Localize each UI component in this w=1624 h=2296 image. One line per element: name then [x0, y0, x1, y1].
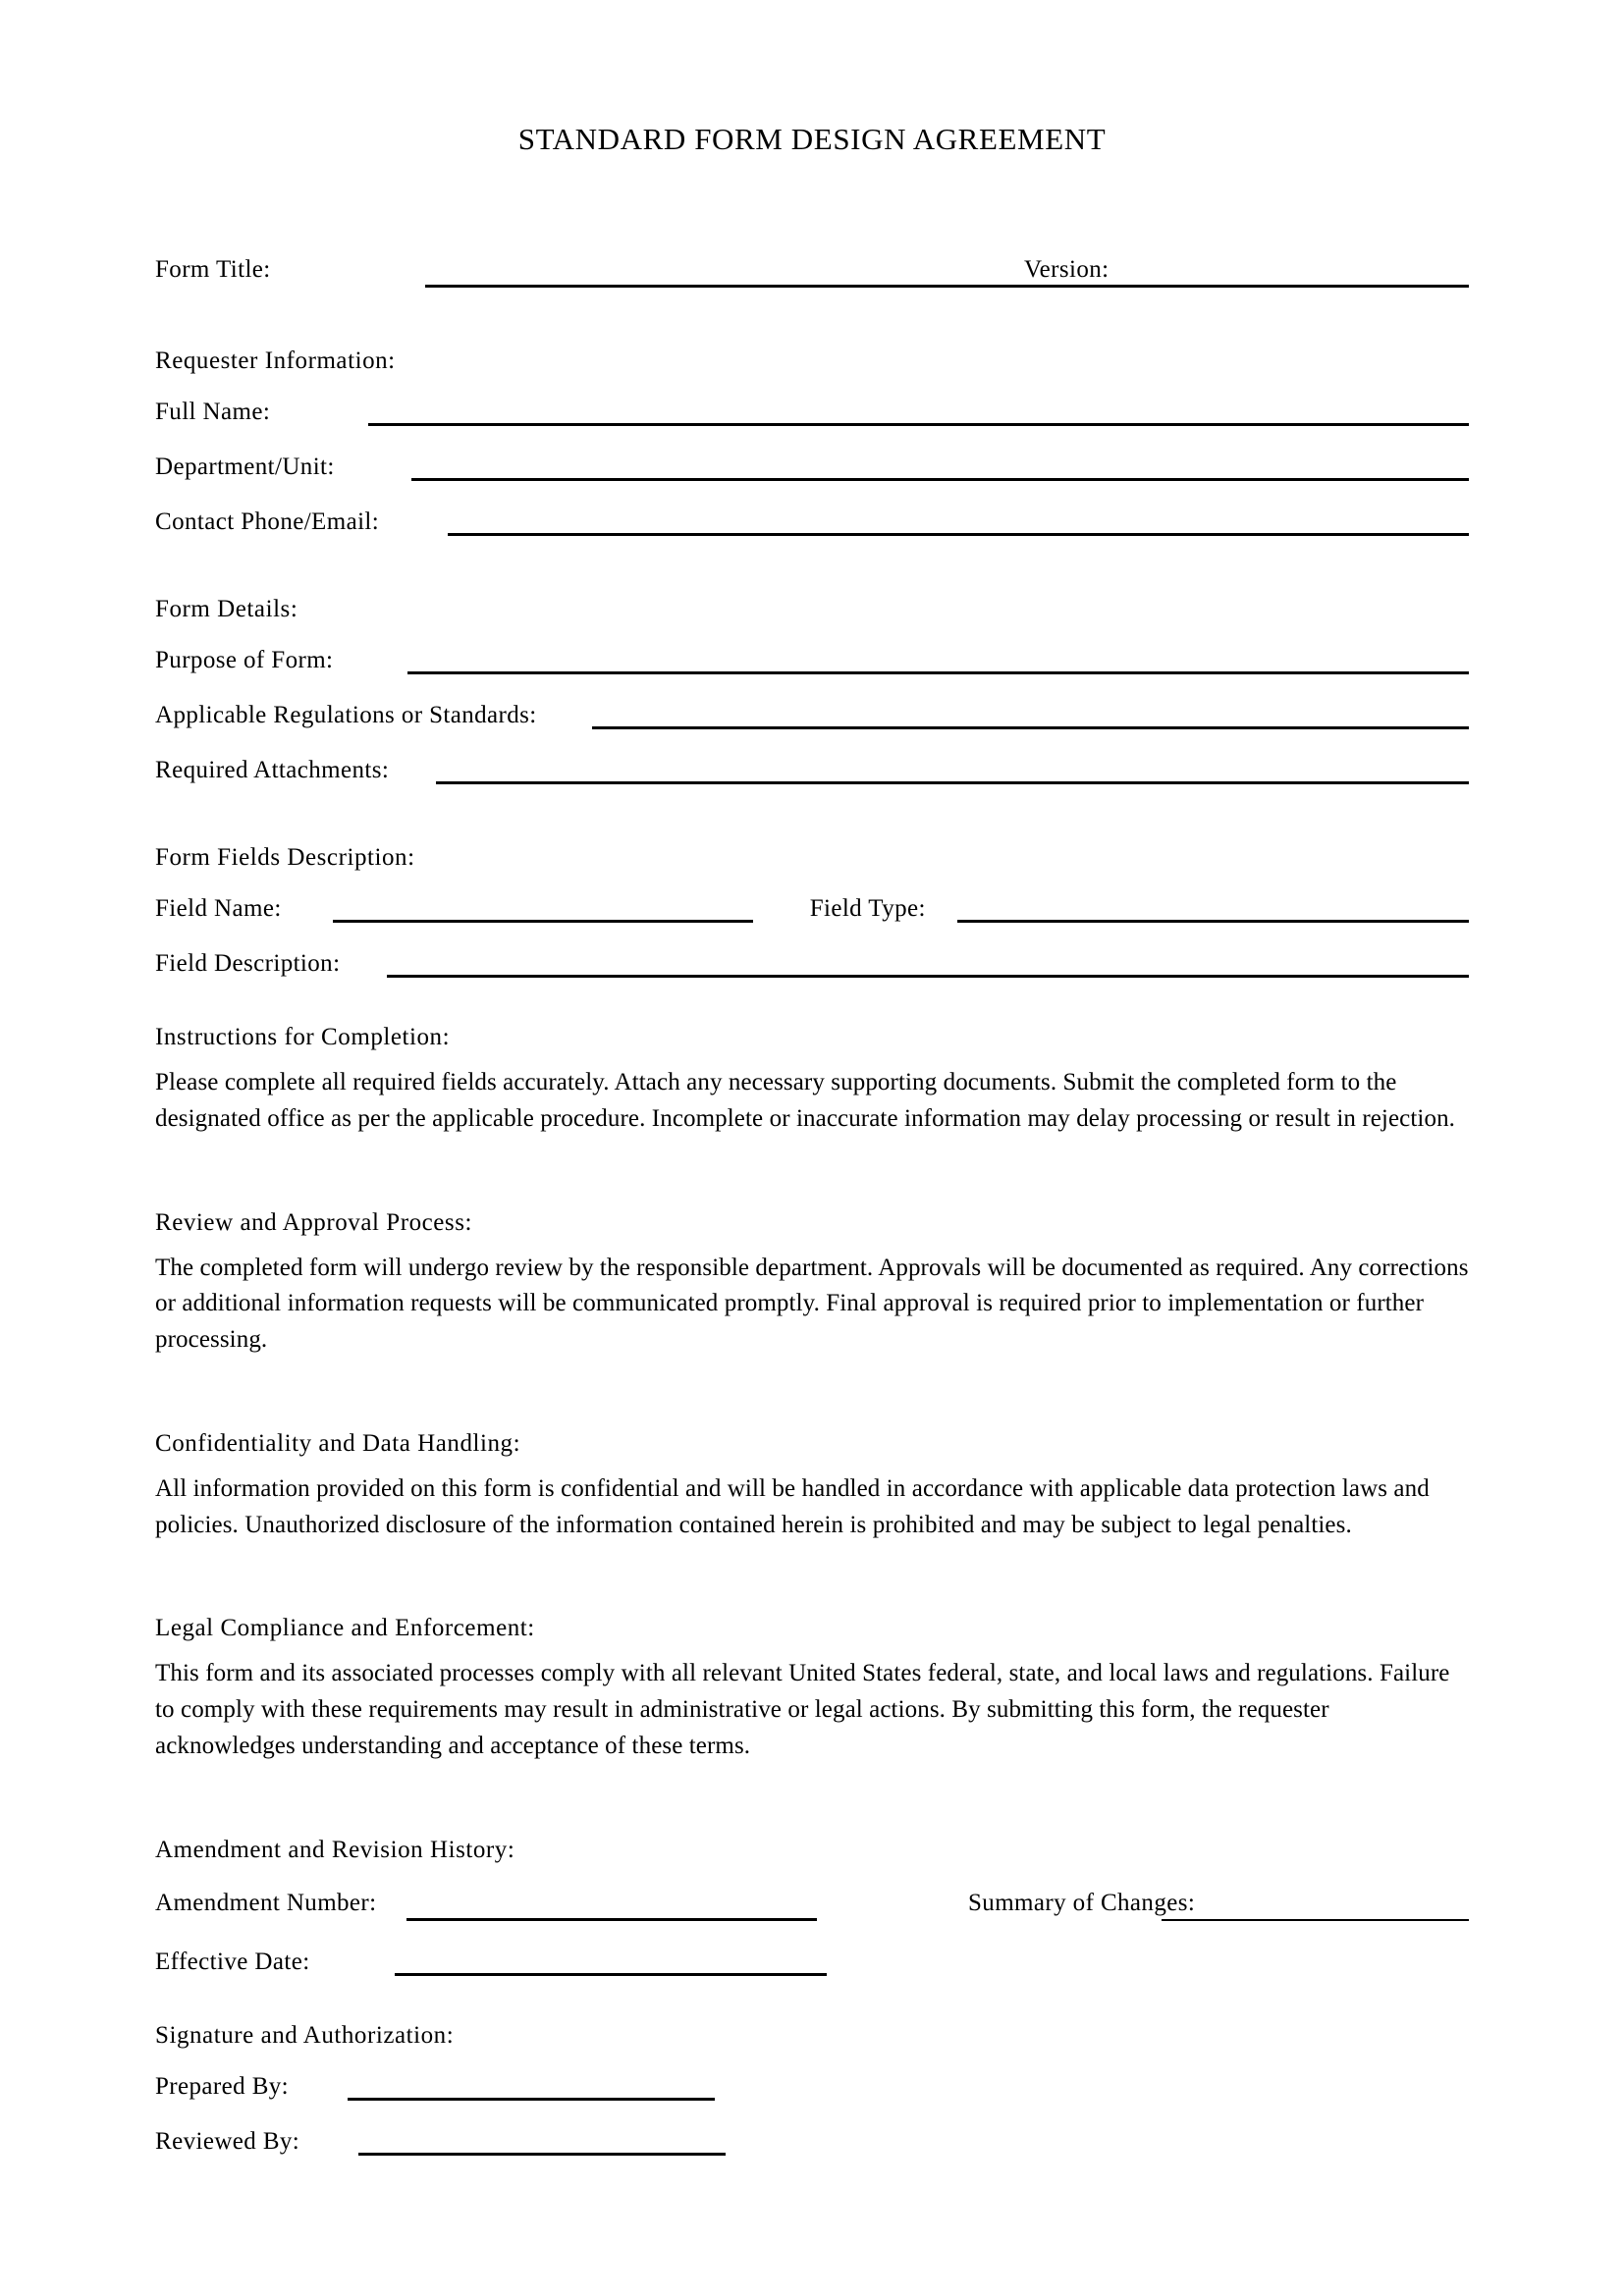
summary-of-changes-label: Summary of Changes:	[968, 1889, 1196, 1916]
form-title-label: Form Title:	[155, 256, 271, 284]
field-row-reviewed-by	[155, 2120, 1469, 2158]
instructions-heading: Instructions for Completion:	[155, 1024, 451, 1051]
form-fields-description-heading: Form Fields Description:	[155, 844, 415, 872]
spacer-after-form-details	[155, 786, 1469, 845]
prepared-by-input-rule[interactable]	[348, 2098, 715, 2101]
contact-phone-email-input-rule[interactable]	[448, 533, 1469, 536]
field-type-label: Field Type:	[809, 895, 926, 923]
spacer-after-form-fields	[155, 980, 1469, 1025]
summary-of-changes-input-rule[interactable]	[1162, 1919, 1469, 1921]
field-row-required-attachments	[155, 749, 1469, 786]
requester-information-heading: Requester Information:	[155, 347, 396, 375]
amendment-number-input-rule[interactable]	[406, 1918, 817, 1921]
field-row-purpose-of-form	[155, 639, 1469, 676]
legal-compliance-heading: Legal Compliance and Enforcement:	[155, 1615, 535, 1642]
spacer-after-title	[155, 156, 1469, 229]
field-description-input-rule[interactable]	[387, 975, 1469, 978]
department-unit-label: Department/Unit:	[155, 454, 335, 481]
review-approval-heading: Review and Approval Process:	[155, 1208, 472, 1236]
field-row-contact-phone-email	[155, 501, 1469, 538]
field-row-field-description	[155, 942, 1469, 980]
field-type-input-rule[interactable]	[957, 920, 1469, 923]
review-approval-body: The completed form will undergo review by the responsible department. Approvals will be documented as required. Any corrections or additional information requests will be communicated promptly. Final approval is required prior to implementation or further processing.	[155, 1254, 1469, 1354]
applicable-regulations-input-rule[interactable]	[592, 726, 1469, 729]
reviewed-by-label: Reviewed By:	[155, 2127, 300, 2155]
reviewed-by-input-rule[interactable]	[358, 2153, 726, 2156]
spacer-after-review-approval	[155, 1359, 1469, 1431]
page-title: STANDARD FORM DESIGN AGREEMENT	[517, 122, 1107, 156]
purpose-of-form-label: Purpose of Form:	[155, 647, 334, 674]
purpose-of-form-input-rule[interactable]	[407, 671, 1469, 674]
field-name-label: Field Name:	[155, 895, 282, 923]
prepared-by-label: Prepared By:	[155, 2072, 290, 2100]
department-unit-input-rule[interactable]	[411, 478, 1469, 481]
form-title-version-row	[155, 246, 1469, 290]
field-row-full-name	[155, 391, 1469, 428]
contact-phone-email-label: Contact Phone/Email:	[155, 508, 380, 536]
required-attachments-label: Required Attachments:	[155, 757, 390, 784]
instructions-body: Please complete all required fields accurately. Attach any necessary supporting documents. Submit the completed form to the designated office as per the applicable procedure. Incomplete or inaccurate information may delay processing or result in rejection.	[155, 1069, 1456, 1132]
required-attachments-input-rule[interactable]	[436, 781, 1469, 784]
field-row-field-name-type	[155, 887, 1469, 925]
form-details-heading: Form Details:	[155, 596, 298, 623]
field-row-applicable-regulations	[155, 694, 1469, 731]
signature-authorization-heading: Signature and Authorization:	[155, 2021, 455, 2049]
field-description-label: Field Description:	[155, 950, 341, 978]
legal-compliance-body: This form and its associated processes comply with all relevant United States federal, state, and local laws and regulations. Failure to comply with these requirements may result in administrative or legal actions. By submitting this form, the requester acknowledges understanding and acceptance of these terms.	[155, 1660, 1450, 1759]
spacer-after-confidentiality	[155, 1543, 1469, 1616]
amendment-number-label: Amendment Number:	[155, 1889, 377, 1916]
field-row-amendment-number	[155, 1880, 1469, 1923]
amendment-history-heading: Amendment and Revision History:	[155, 1836, 515, 1863]
effective-date-label: Effective Date:	[155, 1948, 310, 1975]
spacer-after-legal-compliance	[155, 1765, 1469, 1838]
applicable-regulations-label: Applicable Regulations or Standards:	[155, 702, 537, 729]
form-title-version-input-rule[interactable]	[425, 285, 1469, 288]
spacer-after-amendment-history	[155, 1978, 1469, 2023]
full-name-label: Full Name:	[155, 399, 271, 426]
spacer-after-header-row	[155, 290, 1469, 348]
confidentiality-heading: Confidentiality and Data Handling:	[155, 1429, 521, 1457]
field-row-department-unit	[155, 446, 1469, 483]
version-label: Version:	[1024, 256, 1110, 284]
effective-date-input-rule[interactable]	[395, 1973, 827, 1976]
spacer-after-requester-info	[155, 538, 1469, 597]
full-name-input-rule[interactable]	[368, 423, 1469, 426]
field-row-effective-date	[155, 1941, 1469, 1978]
field-name-input-rule[interactable]	[333, 920, 753, 923]
confidentiality-body: All information provided on this form is confidential and will be handled in accordance with applicable data protection laws and policies. Unauthorized disclosure of the information contained herein is prohibited and may be subject to legal penalties.	[155, 1474, 1430, 1538]
field-row-prepared-by	[155, 2065, 1469, 2103]
spacer-after-instructions	[155, 1138, 1469, 1210]
